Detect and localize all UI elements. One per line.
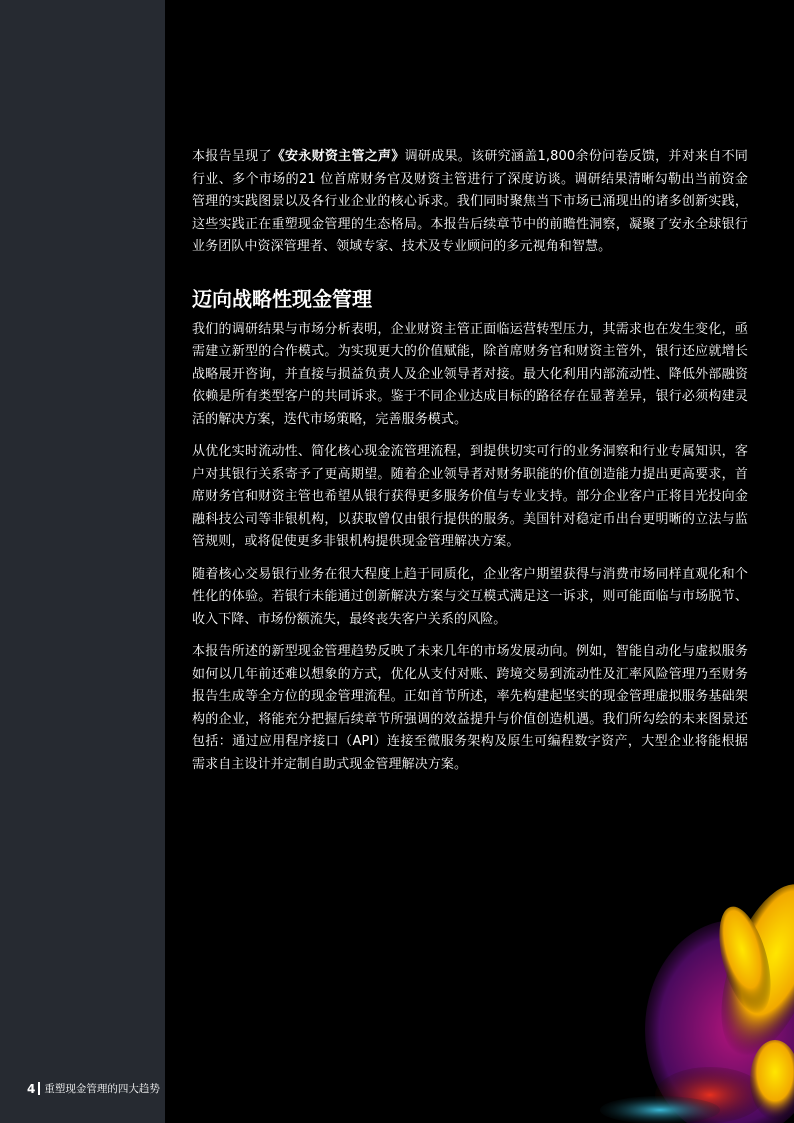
page-footer <box>27 1081 160 1096</box>
intro-paragraph <box>192 146 748 259</box>
footer-divider <box>38 1082 40 1095</box>
publication-title: 重塑现金管理的四大趋势 <box>44 1083 160 1095</box>
body-paragraph-1: 我们的调研结果与市场分析表明，企业财资主管正面临运营转型压力，其需求也在发生变化，亟需建立新型的合作模式。为实现更大的价值赋能，除首席财务官和财资主管外，银行还应就增长战略展开咨询，并直接与损益负责人及企业领导者对接。最大化利用内部流动性、降低外部融资依赖是所有类型客户的共同诉求。鉴于不同企业达成目标的路径存在显著差异，银行必须构建灵活的解决方案，迭代市场策略，完善服务模式。 <box>192 321 748 427</box>
body-paragraph-2: 从优化实时流动性、简化核心现金流管理流程，到提供切实可行的业务洞察和行业专属知识，客户对其银行关系寄予了更高期望。随着企业领导者对财务职能的价值创造能力提出更高要求，首席财务官和财资主管也希望从银行获得更多服务价值与专业支持。部分企业客户正将目光投向金融科技公司等非银机构，以获取曾仅由银行提供的服务。美国针对稳定币出台更明晰的立法与监管规则，或将促使更多非银机构提供现金管理解决方案。 <box>192 444 748 549</box>
intro-suffix: 调研成果。该研究涵盖1,800余份问卷反馈，并对来自不同行业、多个市场的21 位首席财务官及财资主管进行了深度访谈。调研结果清晰勾勒出当前资金管理的实践图景以及各行业企业的核心诉求。我们同时聚焦当下市场已涌现出的诸多创新实践，这些实践正在重塑现金管理的生态格局。本报告后续章节中的前瞻性洞察，凝聚了安永全球银行业务团队中资深管理者、领域专家、技术及专业顾问的多元视角和智慧。 <box>192 149 748 254</box>
intro-prefix: 本报告呈现了 <box>192 149 272 164</box>
section-heading: 迈向战略性现金管理 <box>192 286 372 311</box>
main-content <box>192 146 748 786</box>
report-title: 《安永财资主管之声》 <box>271 149 405 164</box>
page-number: 4 <box>27 1081 36 1096</box>
decorative-artwork <box>540 880 794 1123</box>
left-sidebar-panel <box>0 0 165 1123</box>
body-paragraph-3: 随着核心交易银行业务在很大程度上趋于同质化，企业客户期望获得与消费市场同样直观化和个性化的体验。若银行未能通过创新解决方案与交互模式满足这一诉求，则可能面临与市场脱节、收入下降、市场份额流失，最终丧失客户关系的风险。 <box>192 566 748 627</box>
body-paragraph-4: 本报告所述的新型现金管理趋势反映了未来几年的市场发展动向。例如，智能自动化与虚拟服务如何以几年前还难以想象的方式，优化从支付对账、跨境交易到流动性及汇率风险管理乃至财务报告生成等全方位的现金管理流程。正如首节所述，率先构建起坚实的现金管理虚拟服务基础架构的企业，将能充分把握后续章节所强调的效益提升与价值创造机遇。我们所勾绘的未来图景还包括：通过应用程序接口（API）连接至微服务架构及原生可编程数字资产，大型企业将能根据需求自主设计并定制自助式现金管理解决方案。 <box>192 644 748 772</box>
